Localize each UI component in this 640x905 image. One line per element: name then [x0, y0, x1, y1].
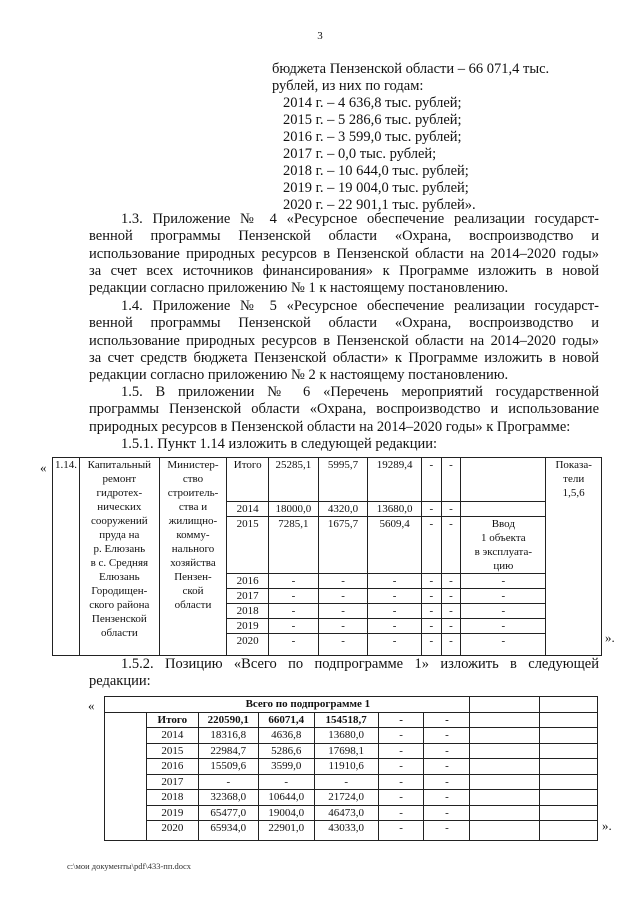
year-cell: 2016: [146, 759, 198, 775]
text-line: 1.4. Приложение № 5 «Ресурсное обеспечение реализации государст-: [121, 298, 599, 314]
paragraph-1-5-1: [89, 436, 599, 453]
open-quote: «: [88, 698, 95, 713]
year-cell: 2020: [227, 634, 269, 656]
value-cell: -: [378, 805, 424, 821]
paragraph-1-4: [89, 298, 599, 384]
value-cell: 220590,1: [198, 712, 258, 728]
text-line: редакции:: [89, 673, 151, 690]
value-cell: 66071,4: [258, 712, 314, 728]
value-cell: -: [269, 634, 319, 656]
result-cell: -: [461, 604, 546, 619]
value-cell: 5609,4: [368, 517, 422, 574]
text-line: природных ресурсов в Пензенской области на 2014–2020 годы» к Программе:: [89, 418, 571, 435]
result-cell: [461, 502, 546, 517]
value-cell: 19004,0: [258, 805, 314, 821]
value-cell: -: [314, 774, 378, 790]
text-line: 1.5. В приложении № 6 «Перечень мероприятий государственной: [121, 384, 599, 400]
value-cell: -: [441, 502, 461, 517]
result-cell: [461, 458, 546, 502]
value-cell: -: [258, 774, 314, 790]
value-cell: 13680,0: [314, 728, 378, 744]
value-cell: 22984,7: [198, 743, 258, 759]
value-cell: -: [368, 589, 422, 604]
year-cell: Итого: [146, 712, 198, 728]
value-cell: -: [378, 790, 424, 806]
value-cell: -: [441, 574, 461, 589]
value-cell: 18316,8: [198, 728, 258, 744]
text-line: программы Пензенской области «Охрана, воспроизводство и использование: [89, 401, 599, 418]
text-line: за счет всех источников финансирования» к Программе изложить в новой: [89, 262, 599, 279]
year-cell: 2015: [227, 517, 269, 574]
value-cell: 19289,4: [368, 458, 422, 502]
value-cell: 5286,6: [258, 743, 314, 759]
year-cell: 2017: [227, 589, 269, 604]
value-cell: -: [368, 619, 422, 634]
page-number: 3: [317, 30, 323, 42]
value-cell: -: [441, 517, 461, 574]
value-cell: 3599,0: [258, 759, 314, 775]
value-cell: -: [421, 502, 441, 517]
paragraph-1-5-2: [89, 656, 599, 691]
value-cell: -: [378, 743, 424, 759]
value-cell: 21724,0: [314, 790, 378, 806]
year-cell: 2019: [146, 805, 198, 821]
text-line: 1.3. Приложение № 4 «Ресурсное обеспечение реализации государст-: [121, 211, 599, 227]
value-cell: 1675,7: [318, 517, 368, 574]
value-cell: -: [318, 589, 368, 604]
budget-line: бюджета Пензенской области – 66 071,4 тыс.: [272, 61, 550, 77]
result-cell: Ввод 1 объекта в эксплуата- цию: [461, 517, 546, 574]
value-cell: -: [424, 805, 470, 821]
result-cell: -: [461, 619, 546, 634]
value-cell: 4636,8: [258, 728, 314, 744]
value-cell: 25285,1: [269, 458, 319, 502]
value-cell: 65934,0: [198, 821, 258, 841]
value-cell: 11910,6: [314, 759, 378, 775]
value-cell: -: [424, 790, 470, 806]
value-cell: 65477,0: [198, 805, 258, 821]
value-cell: -: [424, 821, 470, 841]
value-cell: -: [378, 712, 424, 728]
value-cell: -: [269, 619, 319, 634]
value-cell: -: [368, 604, 422, 619]
budget-year: 2019 г. – 19 004,0 тыс. рублей;: [283, 180, 469, 196]
year-cell: 2018: [227, 604, 269, 619]
subprogram-total-table: [104, 696, 598, 841]
value-cell: -: [378, 821, 424, 841]
value-cell: -: [424, 743, 470, 759]
open-quote: «: [40, 460, 47, 475]
year-cell: 2015: [146, 743, 198, 759]
paragraph-1-5: [89, 384, 599, 436]
year-cell: 2019: [227, 619, 269, 634]
value-cell: 17698,1: [314, 743, 378, 759]
value-cell: 18000,0: [269, 502, 319, 517]
table-header: Всего по подпрограмме 1: [146, 697, 469, 713]
year-cell: 2020: [146, 821, 198, 841]
text-line: 1.5.1. Пункт 1.14 изложить в следующей редакции:: [121, 436, 438, 452]
value-cell: -: [441, 619, 461, 634]
value-cell: -: [198, 774, 258, 790]
close-quote: ».: [605, 630, 615, 645]
value-cell: -: [421, 619, 441, 634]
value-cell: -: [318, 619, 368, 634]
budget-year: 2015 г. – 5 286,6 тыс. рублей;: [283, 112, 462, 128]
value-cell: -: [318, 604, 368, 619]
year-cell: 2017: [146, 774, 198, 790]
budget-block: [272, 61, 549, 214]
year-cell: 2014: [146, 728, 198, 744]
value-cell: -: [441, 634, 461, 656]
paragraph-1-3: [89, 211, 599, 297]
value-cell: -: [269, 589, 319, 604]
value-cell: -: [441, 458, 461, 502]
budget-year: 2014 г. – 4 636,8 тыс. рублей;: [283, 95, 462, 111]
value-cell: -: [421, 517, 441, 574]
item-number: 1.14.: [53, 458, 80, 656]
value-cell: 43033,0: [314, 821, 378, 841]
year-cell: 2016: [227, 574, 269, 589]
close-quote: ».: [602, 818, 612, 833]
value-cell: 5995,7: [318, 458, 368, 502]
value-cell: 13680,0: [368, 502, 422, 517]
value-cell: -: [378, 774, 424, 790]
budget-year: 2016 г. – 3 599,0 тыс. рублей;: [283, 129, 462, 145]
value-cell: -: [318, 574, 368, 589]
text-line: использование природных ресурсов в Пензенской области на 2014–2020 годы»: [89, 332, 599, 349]
value-cell: -: [421, 589, 441, 604]
value-cell: -: [424, 759, 470, 775]
value-cell: -: [424, 774, 470, 790]
value-cell: -: [424, 728, 470, 744]
text-line: за счет средств бюджета Пензенской области» к Программе изложить в новой: [89, 349, 599, 366]
text-line: венной программы Пензенской области «Охрана, воспроизводство и: [89, 315, 599, 332]
value-cell: -: [269, 574, 319, 589]
result-cell: -: [461, 589, 546, 604]
text-line: редакции согласно приложению № 2 к настоящему постановлению.: [89, 367, 509, 384]
value-cell: 4320,0: [318, 502, 368, 517]
text-line: венной программы Пензенской области «Охрана, воспроизводство и: [89, 228, 599, 245]
value-cell: 15509,6: [198, 759, 258, 775]
value-cell: 22901,0: [258, 821, 314, 841]
budget-year: 2018 г. – 10 644,0 тыс. рублей;: [283, 163, 469, 179]
value-cell: -: [421, 634, 441, 656]
value-cell: 32368,0: [198, 790, 258, 806]
value-cell: -: [269, 604, 319, 619]
result-cell: -: [461, 574, 546, 589]
result-cell: -: [461, 634, 546, 656]
activity-cell: Капитальный ремонт гидротех- нических сооружений пруда на р. Елюзань в с. Средняя Елюзань Городищен- ского района Пензенской области: [80, 458, 160, 656]
value-cell: 46473,0: [314, 805, 378, 821]
value-cell: -: [421, 604, 441, 619]
value-cell: 10644,0: [258, 790, 314, 806]
value-cell: -: [421, 574, 441, 589]
value-cell: -: [368, 634, 422, 656]
value-cell: -: [421, 458, 441, 502]
file-path: c:\мои документы\pdf\433-пп.docx: [67, 861, 192, 871]
measure-table: [52, 457, 602, 656]
year-cell: 2014: [227, 502, 269, 517]
value-cell: -: [441, 604, 461, 619]
value-cell: 7285,1: [269, 517, 319, 574]
value-cell: -: [318, 634, 368, 656]
budget-year: 2020 г. – 22 901,1 тыс. рублей».: [283, 197, 476, 213]
value-cell: -: [378, 759, 424, 775]
text-line: 1.5.2. Позицию «Всего по подпрограмме 1» изложить в следующей: [121, 656, 599, 672]
budget-year: 2017 г. – 0,0 тыс. рублей;: [283, 146, 437, 162]
indicator-cell: Показа- тели 1,5,6: [546, 458, 602, 656]
value-cell: -: [368, 574, 422, 589]
budget-line: рублей, из них по годам:: [272, 78, 424, 94]
text-line: редакции согласно приложению № 1 к настоящему постановлению.: [89, 280, 509, 297]
text-line: использование природных ресурсов в Пензенской области на 2014–2020 годы»: [89, 245, 599, 262]
year-cell: Итого: [227, 458, 269, 502]
ministry-cell: Министер- ство строитель- ства и жилищно- комму- нального хозяйства Пензен- ской области: [159, 458, 227, 656]
value-cell: -: [441, 589, 461, 604]
value-cell: 154518,7: [314, 712, 378, 728]
year-cell: 2018: [146, 790, 198, 806]
value-cell: -: [424, 712, 470, 728]
value-cell: -: [378, 728, 424, 744]
